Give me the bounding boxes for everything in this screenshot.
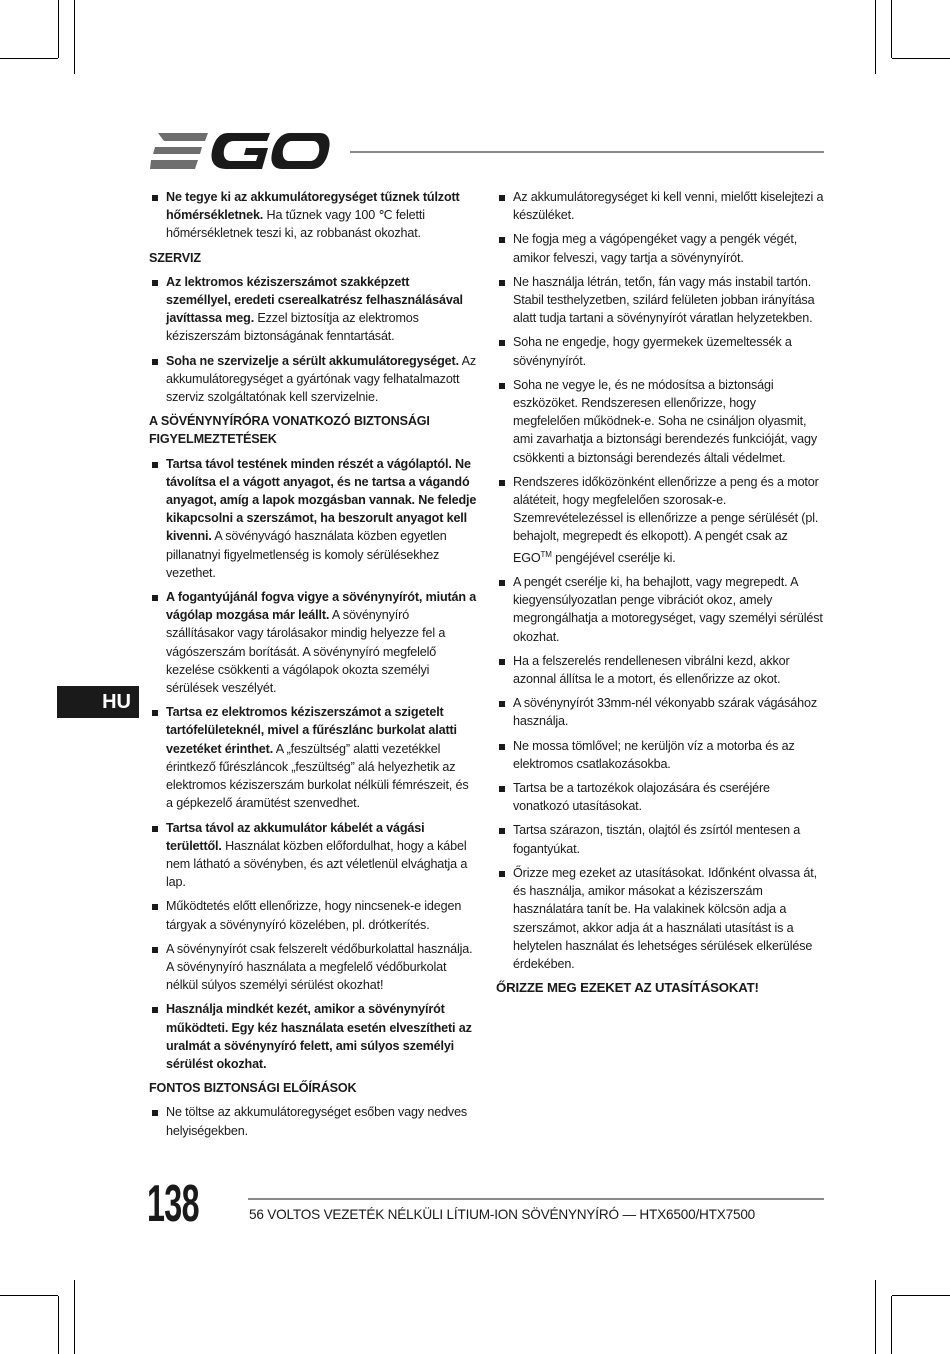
list-item: Ne tegye ki az akkumulátoregységet tűznek túlzott hőmérsékletnek. Ha tűznek vagy 100 ℃ feletti hőmérsékletnek teszi ki, az robbanást okozhat. [149,188,477,243]
crop-mark [891,1296,892,1354]
list-item: Használja mindkét kezét, amikor a sövénynyírót működteti. Egy kéz használata esetén elveszítheti az uralmát a sövénynyíró felett, ami súlyos személyi sérülést okozhat. [149,1000,477,1073]
list-item: Ha a felszerelés rendellenesen vibrálni kezd, akkor azonnal állítsa le a motort, és ellenőrizze az okot. [496,652,826,688]
list-item: Működtetés előtt ellenőrizze, hogy nincsenek-e idegen tárgyak a sövénynyíró közelében, pl. drótkerítés. [149,897,477,933]
list-item: Tartsa távol testének minden részét a vágólaptól. Ne távolítsa el a vágott anyagot, és ne tartsa a vágandó anyagot, amíg a lapok mozgásban vannak. Ne feledje kikapcsolni a szerszámot, ha beszorult anyagot kell kivenni. A sövényvágó használata közben egyetlen pillanatnyi figyelmetlenség is komoly sérülésekhez vezethet. [149,455,477,582]
crop-mark [74,0,75,74]
list-item: A sövénynyírót csak felszerelt védőburkolattal használja. A sövénynyíró használata a megfelelő védőburkolat nélkül súlyos személyi sérülést okozhat! [149,940,477,995]
list-item: Az akkumulátoregységet ki kell venni, mielőtt kiselejtezi a készüléket. [496,188,826,224]
bullet-icon [152,710,158,716]
crop-mark [875,1280,876,1354]
list-item: Az lektromos kéziszerszámot szakképzett személlyel, eredeti cserealkatrész felhasználásával javíttassa meg. Ezzel biztosítja az elektromos kéziszerszám biztonságának fenntartását. [149,273,477,346]
bullet-icon [152,1007,158,1013]
list-item: A fogantyújánál fogva vigye a sövénynyírót, miután a vágólap mozgása már leállt. A sövénynyíró szállításakor vagy tárolásakor mindig helyezze fel a vágószerszám borítását. A sövénynyíró megfelelő kezelése csökkenti a vágólapok okozta személyi sérülések veszélyét. [149,588,477,697]
crop-mark [891,0,892,58]
bullet-icon [499,871,505,877]
list-item: Tartsa szárazon, tisztán, olajtól és zsírtól mentesen a fogantyúkat. [496,821,826,857]
list-item: Soha ne vegye le, és ne módosítsa a biztonsági eszközöket. Rendszeresen ellenőrizze, hogy megfelelően működnek-e. Soha ne csináljon olyasmit, ami zavarhatja a biztonsági berendezés funkcióját, vagy csökkenti a biztonsági berendezés általi védelmet. [496,376,826,467]
bullet-icon [499,237,505,243]
right-column [496,188,826,997]
closing-heading: ŐRIZZE MEG EZEKET AZ UTASÍTÁSOKAT! [496,980,759,996]
list-item: Soha ne szervizelje a sérült akkumulátoregységet. Az akkumulátoregységet a gyártónak vagy felhatalmazott szerviz szolgáltatónak kell szervizelnie. [149,352,477,407]
crop-mark [0,1295,58,1296]
bullet-icon [152,826,158,832]
bullet-icon [152,1110,158,1116]
list-item: Rendszeres időközönként ellenőrizze a peng és a motor alátéteit, hogy megfelelően szorosak-e. Szemrevételezéssel is ellenőrizze a penge sérülését (pl. behajolt, megrepedt és elkopott). A pengét csak az EGO™ pengéjével cserélje ki. [496,473,826,567]
bullet-icon [152,359,158,365]
crop-mark [58,1296,59,1354]
bullet-icon [152,595,158,601]
list-item: Ne mossa tömlővel; ne kerüljön víz a motorba és az elektromos csatlakozásokba. [496,737,826,773]
bullet-icon [152,904,158,910]
ego-brand-text: EGO [513,550,541,565]
footer-rule [248,1198,824,1200]
crop-mark [58,0,59,58]
bullet-icon [152,462,158,468]
crop-mark [892,1295,950,1296]
crop-mark [892,58,950,59]
footer-title: 56 VOLTOS VEZETÉK NÉLKÜLI LÍTIUM-ION SÖVÉNYNYÍRÓ — HTX6500/HTX7500 [249,1207,756,1222]
ego-logo [150,131,330,171]
crop-mark [0,58,58,59]
bullet-icon [499,580,505,586]
list-item: A pengét cserélje ki, ha behajlott, vagy megrepedt. A kiegyensúlyozatlan penge vibrációt okoz, amely megrongálhatja a motoregységet, vagy személyi sérülést okozhat. [496,573,826,646]
left-column [149,188,477,1146]
list-item: Tartsa be a tartozékok olajozására és cseréjére vonatkozó utasításokat. [496,779,826,815]
list-item: Soha ne engedje, hogy gyermekek üzemeltessék a sövénynyírót. [496,333,826,369]
trademark-mark: TM [540,549,552,559]
bullet-icon [152,195,158,201]
section-heading: SZERVIZ [149,250,201,265]
list-item: Tartsa ez elektromos kéziszerszámot a szigetelt tartófelületeknél, mivel a fűrészlánc burkolat alatti vezetéket érinthet. A „feszültség” alatti vezetékkel érintkező fűrészláncok „feszültség” alá helyezhetik az elektromos kéziszerszám burkolat nélküli fémrészeit, és a gépkezelő áramütést szenvedhet. [149,703,477,812]
bullet-icon [499,659,505,665]
bullet-icon [499,744,505,750]
list-item: Tartsa távol az akkumulátor kábelét a vágási területtől. Használat közben előfordulhat, hogy a kábel nem látható a sövényben, és azt véletlenül elvághatja a lap. [149,819,477,892]
list-item: Ne töltse az akkumulátoregységet esőben vagy nedves helyiségekben. [149,1103,477,1139]
page-number: 138 [147,1175,199,1233]
crop-mark [875,0,876,74]
bullet-icon [499,701,505,707]
section-heading: FONTOS BIZTONSÁGI ELŐÍRÁSOK [149,1081,357,1096]
bullet-icon [499,280,505,286]
language-tab: HU [57,686,139,718]
bullet-icon [152,280,158,286]
bullet-icon [499,195,505,201]
header-rule [350,151,824,153]
bullet-icon [499,383,505,389]
bullet-icon [152,947,158,953]
bullet-icon [499,786,505,792]
bullet-icon [499,828,505,834]
bullet-icon [499,340,505,346]
list-item: Őrizze meg ezeket az utasításokat. Időnként olvassa át, és használja, amikor másokat a kéziszerszám használatára tanít be. Ha valakinek kölcsön adja a szerszámot, akkor adja át a használati utasítást is a helytelen használat és lehetséges sérülések elkerülése érdekében. [496,864,826,973]
list-item: A sövénynyírót 33mm-nél vékonyabb szárak vágásához használja. [496,694,826,730]
crop-mark [74,1280,75,1354]
list-item: Ne használja létrán, tetőn, fán vagy más instabil tartón. Stabil testhelyzetben, szilárd felületen jobban irányítása alatt tudja tartani a sövénynyírót váratlan helyzetekben. [496,273,826,328]
section-heading: A SÖVÉNYNYÍRÓRA VONATKOZÓ BIZTONSÁGI FIGYELMEZTETÉSEK [149,414,430,447]
list-item: Ne fogja meg a vágópengéket vagy a pengék végét, amikor felveszi, vagy tartja a sövénynyírót. [496,230,826,266]
bullet-icon [499,480,505,486]
